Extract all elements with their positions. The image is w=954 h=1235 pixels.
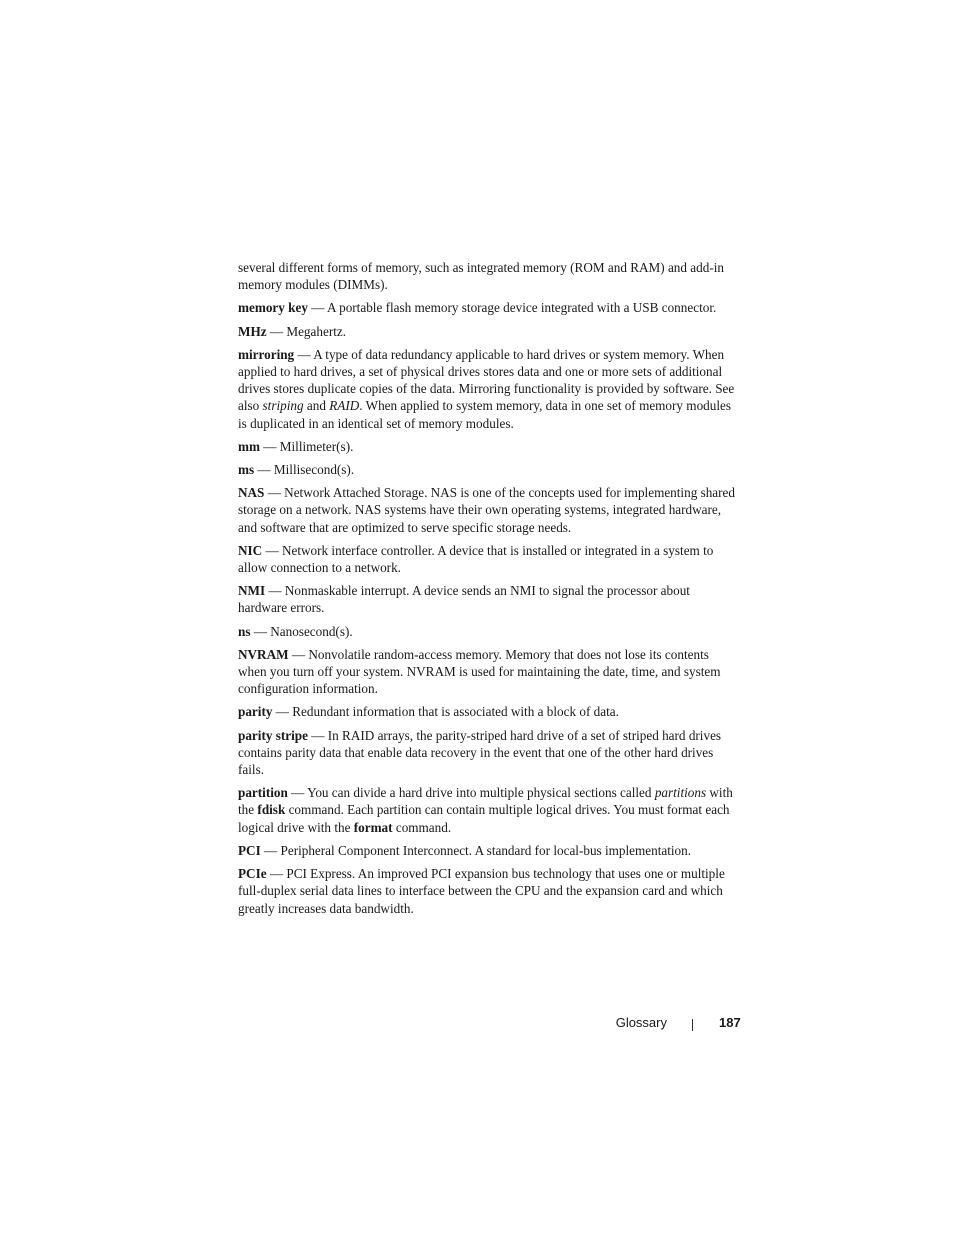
- cross-reference: RAID: [329, 398, 360, 414]
- glossary-definition: — Megahertz.: [266, 323, 347, 339]
- glossary-entry-mhz: [238, 323, 738, 340]
- glossary-definition: — Nonmaskable interrupt. A device sends an NMI to signal the processor about hardware errors.: [238, 583, 690, 616]
- glossary-definition: — Millimeter(s).: [259, 438, 354, 454]
- glossary-term: PCIe: [238, 866, 267, 882]
- glossary-term: MHz: [238, 323, 267, 339]
- glossary-definition: command. Each partition can contain multiple logical drives. You must format each logical drive with the: [238, 802, 730, 835]
- glossary-entry-nas: [238, 484, 738, 536]
- glossary-entry-parity-stripe: [238, 727, 738, 779]
- cross-reference: striping: [262, 398, 304, 414]
- glossary-definition: command.: [392, 819, 452, 835]
- glossary-term: ns: [238, 623, 251, 639]
- page-footer: [0, 1015, 954, 1035]
- glossary-term: NAS: [238, 485, 265, 501]
- glossary-entry-mirroring: [238, 346, 738, 432]
- continuation-paragraph: several different forms of memory, such as integrated memory (ROM and RAM) and add-in memory modules (DIMMs).: [238, 260, 724, 293]
- glossary-entry-nmi: [238, 582, 738, 616]
- glossary-definition: — Nonvolatile random-access memory. Memory that does not lose its contents when you turn off your system. NVRAM is used for maintaining the date, time, and system configuration information.: [238, 646, 721, 697]
- glossary-term: NIC: [238, 542, 263, 558]
- glossary-entry-pcie: [238, 865, 738, 917]
- glossary-definition: . When applied to system memory, data in one set of memory modules is duplicated in an identical set of memory modules.: [238, 398, 732, 431]
- glossary-definition: — In RAID arrays, the parity-striped hard drive of a set of striped hard drives contains parity data that enable data recovery in the event that one of the other hard drives fails.: [238, 727, 722, 778]
- command-name: format: [353, 819, 393, 835]
- command-name: fdisk: [257, 802, 286, 818]
- glossary-definition: — Network Attached Storage. NAS is one of the concepts used for implementing shared storage on a network. NAS systems have their own operating systems, integrated hardware, and software that are optimized to serve specific storage needs.: [238, 485, 735, 535]
- glossary-entry-nic: [238, 542, 738, 576]
- glossary-definition: — Peripheral Component Interconnect. A standard for local-bus implementation.: [260, 842, 692, 858]
- glossary-definition: with the: [238, 785, 733, 818]
- glossary-definition: — PCI Express. An improved PCI expansion bus technology that uses one or multiple full-duplex serial data lines to interface between the CPU and the expansion card and which greatly increases data bandwidth.: [238, 866, 725, 916]
- footer-section-title: Glossary: [615, 1015, 667, 1030]
- glossary-definition: — A portable flash memory storage device integrated with a USB connector.: [307, 300, 717, 316]
- glossary-term: parity stripe: [238, 727, 308, 743]
- glossary-definition: — Millisecond(s).: [254, 462, 355, 478]
- footer-divider: [692, 1019, 693, 1031]
- glossary-term: parity: [238, 704, 273, 720]
- glossary-term: ms: [238, 462, 255, 478]
- glossary-definition: — Redundant information that is associated with a block of data.: [272, 704, 619, 720]
- cross-reference: partitions: [654, 785, 707, 801]
- glossary-term: mm: [238, 438, 260, 454]
- glossary-entry-parity: [238, 703, 738, 720]
- glossary-term: partition: [238, 785, 288, 801]
- glossary-entry-partition: [238, 784, 738, 836]
- glossary-definition: — You can divide a hard drive into multiple physical sections called: [287, 785, 655, 801]
- glossary-term: mirroring: [238, 346, 295, 362]
- glossary-entry-memory-key: [238, 299, 738, 316]
- glossary-definition: — A type of data redundancy applicable to hard drives or system memory. When applied to hard drives, a set of physical drives stores data and one or more sets of additional drives stores duplicate copies of the data. Mirroring functionality is provided by software. See also: [238, 346, 735, 414]
- glossary-term: memory key: [238, 300, 308, 316]
- glossary-definition: — Nanosecond(s).: [250, 623, 353, 639]
- glossary-entry-ns: [238, 623, 738, 640]
- glossary-term: NMI: [238, 583, 266, 599]
- page-number: 187: [719, 1015, 741, 1030]
- glossary-term: NVRAM: [238, 646, 289, 662]
- glossary-definition: and: [303, 398, 330, 414]
- glossary-body: [238, 259, 738, 923]
- glossary-definition: — Network interface controller. A device that is installed or integrated in a system to allow connection to a network.: [238, 542, 714, 576]
- glossary-entry-mm: [238, 438, 738, 455]
- glossary-entry-pci: [238, 842, 738, 859]
- glossary-entry-nvram: [238, 646, 738, 698]
- glossary-entry-ms: [238, 461, 738, 478]
- glossary-term: PCI: [238, 842, 261, 858]
